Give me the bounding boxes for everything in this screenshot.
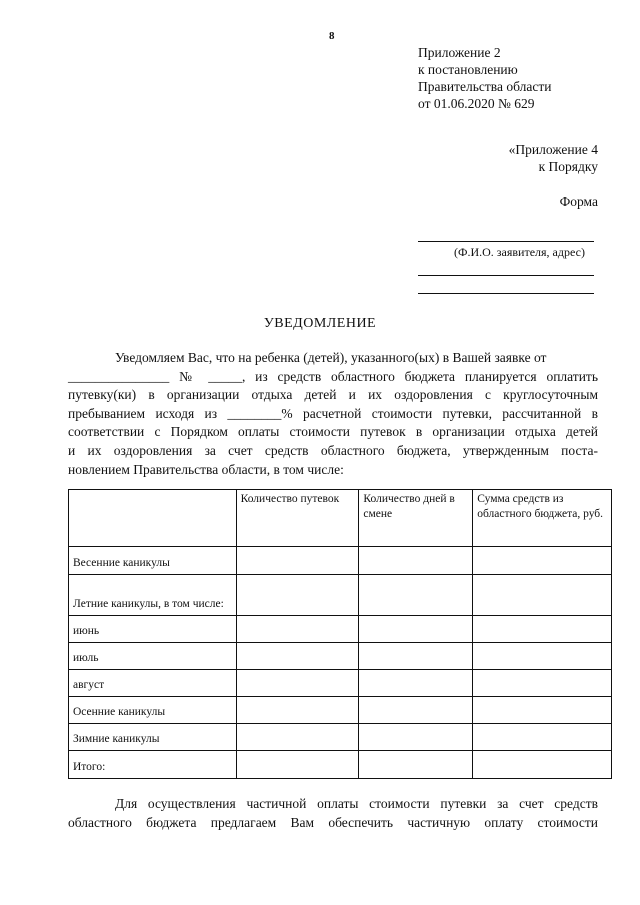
appendix-line: к постановлению	[418, 62, 518, 77]
applicant-address-line-2	[418, 293, 594, 294]
table-header-cell: Количество путевок	[236, 490, 359, 547]
table-cell	[473, 616, 612, 643]
table-row	[69, 643, 612, 670]
closing-paragraph	[68, 795, 598, 832]
table-cell	[236, 575, 359, 616]
applicant-caption: (Ф.И.О. заявителя, адрес)	[454, 245, 585, 259]
table-cell	[473, 751, 612, 779]
table-cell	[359, 724, 473, 751]
row-label: июль	[69, 643, 237, 670]
table-row	[69, 547, 612, 575]
table-cell	[236, 751, 359, 779]
table-cell	[236, 697, 359, 724]
row-label: Осенние каникулы	[69, 697, 237, 724]
table-cell	[473, 547, 612, 575]
row-label: Итого:	[69, 751, 237, 779]
row-label: Весенние каникулы	[69, 547, 237, 575]
page-number: 8	[329, 30, 335, 42]
paragraph-line: Уведомляем Вас, что на ребенка (детей), указанного(ых) в Вашей заявке от	[115, 350, 547, 365]
table-cell	[473, 643, 612, 670]
table-cell	[236, 670, 359, 697]
table-row	[69, 670, 612, 697]
table-cell	[473, 697, 612, 724]
paragraph-line: областного бюджета предлагаем Вам обеспечить частичную оплату стоимости	[68, 814, 598, 830]
paragraph-line: и их оздоровления за счет средств областного бюджета, утвержденным поста-	[68, 442, 598, 458]
appendix4-header	[509, 141, 598, 175]
paragraph-line: соответствии с Порядком оплаты стоимости путевок в организации отдыха детей	[68, 424, 598, 440]
table-row	[69, 697, 612, 724]
row-label: Летние каникулы, в том числе:	[69, 575, 237, 616]
paragraph-line: путевку(ки) в организации отдыха детей и их оздоровления с круглосуточным	[68, 387, 598, 403]
table-cell	[236, 643, 359, 670]
document-title: УВЕДОМЛЕНИЕ	[263, 316, 377, 331]
table-header-cell	[69, 490, 237, 547]
table-header-row	[69, 490, 612, 547]
table-row	[69, 616, 612, 643]
table-cell	[236, 547, 359, 575]
table-cell	[359, 751, 473, 779]
table-cell	[236, 724, 359, 751]
paragraph-line: новлением Правительства области, в том числе:	[68, 461, 344, 477]
notification-paragraph	[68, 349, 598, 479]
table-cell	[236, 616, 359, 643]
applicant-name-line	[418, 241, 594, 242]
table-header-cell: Количество дней в смене	[359, 490, 473, 547]
row-label: Зимние каникулы	[69, 724, 237, 751]
paragraph-line: пребыванием исходя из ________% расчетной стоимости путевки, рассчитанной в	[68, 405, 598, 421]
table-row	[69, 751, 612, 779]
table-cell	[359, 616, 473, 643]
row-label: август	[69, 670, 237, 697]
paragraph-line: Для осуществления частичной оплаты стоимости путевки за счет средств	[115, 796, 598, 811]
table-cell	[359, 643, 473, 670]
table-row	[69, 575, 612, 616]
table-cell	[359, 670, 473, 697]
form-label: Форма	[559, 194, 598, 209]
table-header-cell: Сумма средств из областного бюджета, руб.	[473, 490, 612, 547]
appendix4-line: к Порядку	[538, 159, 598, 174]
table-cell	[359, 575, 473, 616]
row-label: июнь	[69, 616, 237, 643]
paragraph-line: _______________ № _____, из средств областного бюджета планируется оплатить	[68, 368, 598, 384]
table-cell	[473, 724, 612, 751]
table-cell	[473, 575, 612, 616]
table-cell	[359, 697, 473, 724]
applicant-address-line-1	[418, 275, 594, 276]
table-row	[69, 724, 612, 751]
appendix4-line: «Приложение 4	[508, 142, 598, 157]
appendix-line: Правительства области	[418, 79, 552, 94]
appendix-line: Приложение 2	[418, 45, 501, 60]
table-cell	[359, 547, 473, 575]
vouchers-table	[68, 489, 612, 779]
table-cell	[473, 670, 612, 697]
appendix-line: от 01.06.2020 № 629	[418, 96, 535, 111]
appendix-header	[418, 44, 551, 112]
